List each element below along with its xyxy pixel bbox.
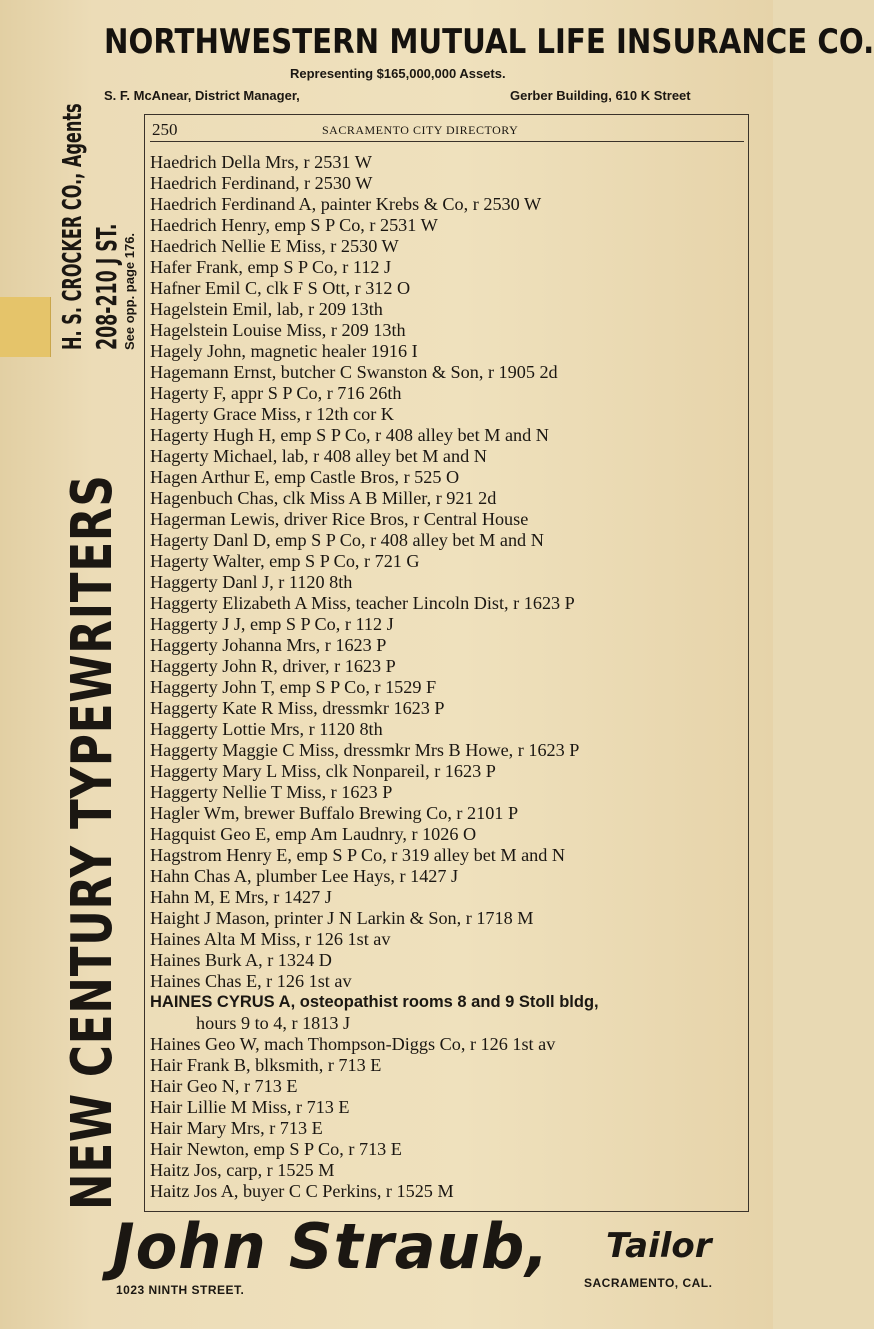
directory-entry: Hagstrom Henry E, emp S P Co, r 319 alley bet M and N bbox=[150, 845, 566, 865]
directory-entry: Haedrich Ferdinand A, painter Krebs & Co, r 2530 W bbox=[150, 194, 542, 214]
ad-tailor-name: John Straub, bbox=[112, 1210, 550, 1283]
directory-entries bbox=[150, 152, 750, 1202]
directory-entry: Haggerty Kate R Miss, dressmkr 1623 P bbox=[150, 698, 445, 718]
directory-entry: Hair Mary Mrs, r 713 E bbox=[150, 1118, 323, 1138]
directory-entry: Hagerman Lewis, driver Rice Bros, r Central House bbox=[150, 509, 529, 529]
directory-entry-bold: HAINES CYRUS A, osteopathist rooms 8 and 9 Stoll bldg, bbox=[150, 993, 599, 1011]
directory-entry: Haggerty John T, emp S P Co, r 1529 F bbox=[150, 677, 437, 697]
directory-title: SACRAMENTO CITY DIRECTORY bbox=[322, 123, 519, 137]
directory-entry: Haines Chas E, r 126 1st av bbox=[150, 971, 352, 991]
ad-insurance-subtitle: Representing $165,000,000 Assets. bbox=[290, 66, 506, 81]
directory-entry: Hagely John, magnetic healer 1916 I bbox=[150, 341, 418, 361]
directory-entry: Hafer Frank, emp S P Co, r 112 J bbox=[150, 257, 392, 277]
directory-entry: Hagquist Geo E, emp Am Laudnry, r 1026 O bbox=[150, 824, 477, 844]
directory-entry: Haines Geo W, mach Thompson-Diggs Co, r 126 1st av bbox=[150, 1034, 556, 1054]
directory-entry: Hair Newton, emp S P Co, r 713 E bbox=[150, 1139, 402, 1159]
ad-tailor-address: 1023 NINTH STREET. bbox=[116, 1283, 245, 1297]
directory-entry: Haggerty Maggie C Miss, dressmkr Mrs B Howe, r 1623 P bbox=[150, 740, 580, 760]
ad-typewriters-agent: H. S. CROCKER CO., Agents bbox=[58, 103, 88, 350]
directory-entry: Hagerty Danl D, emp S P Co, r 408 alley bet M and N bbox=[150, 530, 544, 550]
page-tab-marker bbox=[0, 297, 51, 357]
directory-entry-continuation: hours 9 to 4, r 1813 J bbox=[196, 1013, 351, 1033]
directory-entry: Hagerty Walter, emp S P Co, r 721 G bbox=[150, 551, 420, 571]
directory-entry: Haggerty J J, emp S P Co, r 112 J bbox=[150, 614, 394, 634]
directory-entry: Haedrich Henry, emp S P Co, r 2531 W bbox=[150, 215, 438, 235]
top-advertisement bbox=[0, 0, 874, 112]
directory-entry: Haedrich Della Mrs, r 2531 W bbox=[150, 152, 372, 172]
ad-typewriters-address: 208-210 J ST. bbox=[90, 223, 123, 350]
ad-typewriters-title: NEW CENTURY TYPEWRITERS bbox=[60, 474, 125, 1210]
ad-insurance-manager: S. F. McAnear, District Manager, bbox=[104, 88, 300, 103]
directory-entry: Haedrich Ferdinand, r 2530 W bbox=[150, 173, 373, 193]
directory-entry: Hagenbuch Chas, clk Miss A B Miller, r 921 2d bbox=[150, 488, 497, 508]
directory-entry: Hair Geo N, r 713 E bbox=[150, 1076, 298, 1096]
directory-entry: Haggerty Elizabeth A Miss, teacher Lincoln Dist, r 1623 P bbox=[150, 593, 575, 613]
directory-entry: Haitz Jos, carp, r 1525 M bbox=[150, 1160, 335, 1180]
directory-entry: Hagerty F, appr S P Co, r 716 26th bbox=[150, 383, 402, 403]
page-number: 250 bbox=[152, 120, 178, 139]
side-advertisement bbox=[56, 103, 146, 1210]
directory-entry: Haggerty Lottie Mrs, r 1120 8th bbox=[150, 719, 383, 739]
directory-entry: Hagerty Grace Miss, r 12th cor K bbox=[150, 404, 394, 424]
directory-entry: Hagler Wm, brewer Buffalo Brewing Co, r 2101 P bbox=[150, 803, 519, 823]
directory-entry: Haggerty Johanna Mrs, r 1623 P bbox=[150, 635, 387, 655]
directory-entry: Haines Burk A, r 1324 D bbox=[150, 950, 332, 970]
directory-entry: Haggerty Nellie T Miss, r 1623 P bbox=[150, 782, 393, 802]
ad-tailor-trade: Tailor bbox=[606, 1226, 712, 1266]
directory-entry: Hahn Chas A, plumber Lee Hays, r 1427 J bbox=[150, 866, 459, 886]
directory-entry: Hair Lillie M Miss, r 713 E bbox=[150, 1097, 350, 1117]
ad-tailor-city: SACRAMENTO, CAL. bbox=[584, 1276, 713, 1290]
ad-insurance-address: Gerber Building, 610 K Street bbox=[510, 88, 691, 103]
directory-entry: Hagen Arthur E, emp Castle Bros, r 525 O bbox=[150, 467, 460, 487]
directory-entry: Haines Alta M Miss, r 126 1st av bbox=[150, 929, 391, 949]
directory-entry: Hafner Emil C, clk F S Ott, r 312 O bbox=[150, 278, 411, 298]
directory-entry: Hagerty Hugh H, emp S P Co, r 408 alley bet M and N bbox=[150, 425, 549, 445]
ad-typewriters-see-page: See opp. page 176. bbox=[122, 232, 137, 350]
directory-entry: Haggerty Danl J, r 1120 8th bbox=[150, 572, 353, 592]
directory-entry: Haggerty Mary L Miss, clk Nonpareil, r 1623 P bbox=[150, 761, 496, 781]
directory-entry: Hagelstein Emil, lab, r 209 13th bbox=[150, 299, 383, 319]
directory-entry: Hagemann Ernst, butcher C Swanston & Son, r 1905 2d bbox=[150, 362, 558, 382]
directory-entry: Haedrich Nellie E Miss, r 2530 W bbox=[150, 236, 399, 256]
directory-entry: Hair Frank B, blksmith, r 713 E bbox=[150, 1055, 382, 1075]
page-header bbox=[150, 119, 744, 142]
directory-entry: Haggerty John R, driver, r 1623 P bbox=[150, 656, 396, 676]
directory-entry: Hagerty Michael, lab, r 408 alley bet M and N bbox=[150, 446, 487, 466]
directory-entry: Haitz Jos A, buyer C C Perkins, r 1525 M bbox=[150, 1181, 454, 1201]
directory-entry: Hahn M, E Mrs, r 1427 J bbox=[150, 887, 332, 907]
directory-entry: Haight J Mason, printer J N Larkin & Son, r 1718 M bbox=[150, 908, 534, 928]
directory-entry: Hagelstein Louise Miss, r 209 13th bbox=[150, 320, 406, 340]
ad-insurance-title: NORTHWESTERN MUTUAL LIFE INSURANCE CO. bbox=[104, 22, 874, 62]
